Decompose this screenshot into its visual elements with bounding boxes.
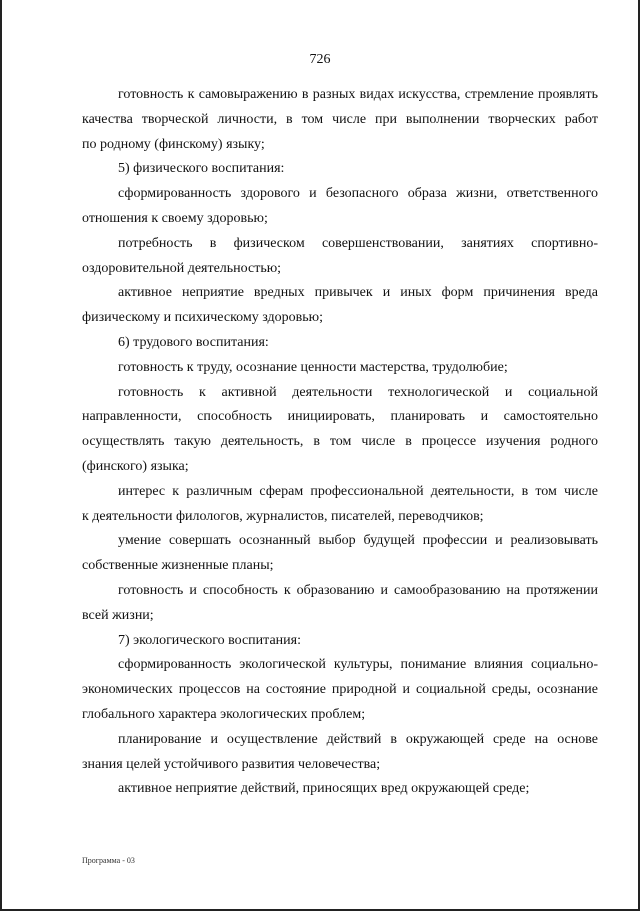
text-line: всей жизни; [82,607,154,623]
text-line: собственные жизненные планы; [82,558,274,574]
text-line: по родному (финскому) языку; [82,136,265,152]
text-line: готовность к активной деятельности технологической и социальной [118,384,598,400]
text-line: сформированность экологической культуры, понимание влияния социально- [118,657,598,673]
document-body [82,83,598,802]
text-line: качества творческой личности, в том числе при выполнении творческих работ [82,111,598,127]
text-line: 6) трудового воспитания: [118,334,269,350]
text-line: активное неприятие действий, приносящих вред окружающей среде; [118,781,530,797]
text-line: экономических процессов на состояние природной и социальной среды, осознание [82,682,598,698]
text-line: отношения к своему здоровью; [82,210,268,226]
text-line: сформированность здорового и безопасного образа жизни, ответственного [118,186,598,202]
text-line: знания целей устойчивого развития человечества; [82,756,381,772]
text-line: к деятельности филологов, журналистов, писателей, переводчиков; [82,508,484,524]
text-line: готовность к самовыражению в разных видах искусства, стремление проявлять [118,87,598,102]
text-line: осуществлять такую деятельность, в том числе в процессе изучения родного [82,434,598,450]
text-line: глобального характера экологических проблем; [82,706,366,722]
text-line: готовность и способность к образованию и самообразованию на протяжении [118,582,598,598]
text-line: направленности, способность инициировать, планировать и самостоятельно [82,409,598,425]
text-line: оздоровительной деятельностью; [82,260,282,276]
text-line: потребность в физическом совершенствовании, занятиях спортивно- [118,235,598,251]
text-line: 5) физического воспитания: [118,161,285,177]
text-line: умение совершать осознанный выбор будущей профессии и реализовывать [118,533,598,549]
footer-label: Программа - 03 [82,856,135,865]
text-line: физическому и психическому здоровью; [82,310,324,326]
text-line: активное неприятие вредных привычек и иных форм причинения вреда [118,285,598,301]
text-line: готовность к труду, осознание ценности мастерства, трудолюбие; [118,359,508,375]
text-line: (финского) языка; [82,458,189,474]
text-line: 7) экологического воспитания: [118,632,301,648]
text-line: планирование и осуществление действий в окружающей среде на основе [118,731,598,747]
page-number: 726 [309,52,331,67]
text-line: интерес к различным сферам профессиональной деятельности, в том числе [118,483,598,499]
